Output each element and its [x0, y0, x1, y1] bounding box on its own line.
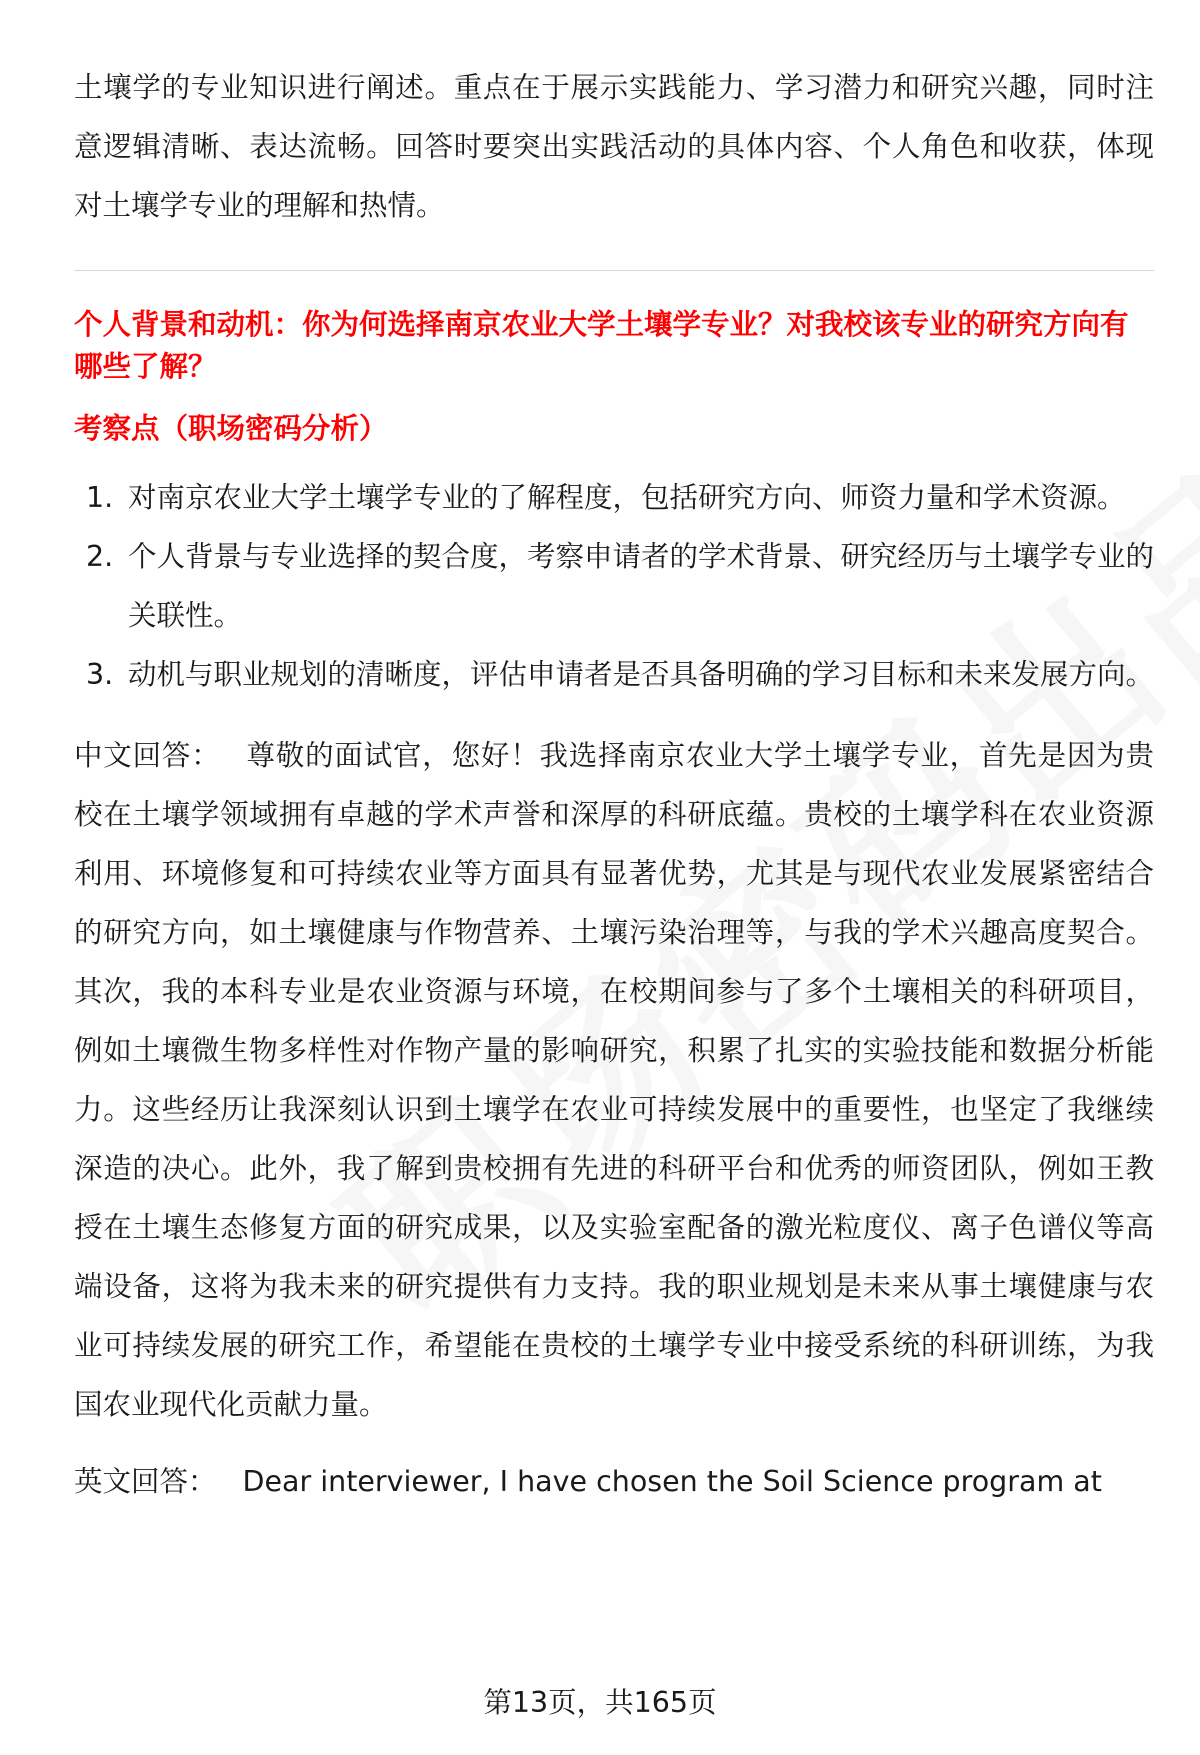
list-item-text: 对南京农业大学土壤学专业的了解程度，包括研究方向、师资力量和学术资源。 [128, 481, 1126, 514]
list-item-text: 动机与职业规划的清晰度，评估申请者是否具备明确的学习目标和未来发展方向。 [128, 658, 1155, 691]
section-divider [74, 270, 1154, 271]
focus-title: 考察点（职场密码分析） [74, 412, 388, 445]
page-number: 第13页，共165页 [483, 1686, 717, 1719]
english-answer [74, 1462, 1154, 1502]
english-answer-label: 英文回答： [74, 1465, 217, 1498]
list-item-text: 个人背景与专业选择的契合度，考察申请者的学术背景、研究经历与土壤学专业的关联性。 [128, 540, 1155, 632]
page-content [74, 58, 1154, 1531]
english-answer-text: Dear interviewer, I have chosen the Soil Science program at [242, 1465, 1102, 1498]
chinese-answer-text: 尊敬的面试官，您好！我选择南京农业大学土壤学专业，首先是因为贵校在土壤学领域拥有卓越的学术声誉和深厚的科研底蕴。贵校的土壤学科在农业资源利用、环境修复和可持续农业等方面具有显著优势，尤其是与现代农业发展紧密结合的研究方向，如土壤健康与作物营养、土壤污染治理等，与我的学术兴趣高度契合。其次，我的本科专业是农业资源与环境，在校期间参与了多个土壤相关的科研项目，例如土壤微生物多样性对作物产量的影响研究，积累了扎实的实验技能和数据分析能力。这些经历让我深刻认识到土壤学在农业可持续发展中的重要性，也坚定了我继续深造的决心。此外，我了解到贵校拥有先进的科研平台和优秀的师资团队，例如王教授在土壤生态修复方面的研究成果，以及实验室配备的激光粒度仪、离子色谱仪等高端设备，这将为我未来的研究提供有力支持。我的职业规划是未来从事土壤健康与农业可持续发展的研究工作，希望能在贵校的土壤学专业中接受系统的科研训练，为我国农业现代化贡献力量。 [74, 739, 1154, 1421]
focus-list [74, 468, 1154, 704]
intro-paragraph: 土壤学的专业知识进行阐述。重点在于展示实践能力、学习潜力和研究兴趣，同时注意逻辑清晰、表达流畅。回答时要突出实践活动的具体内容、个人角色和收获，体现对土壤学专业的理解和热情。 [74, 71, 1154, 222]
list-item-number: 2. [86, 540, 114, 573]
list-item [74, 527, 1154, 645]
list-item-number: 1. [86, 481, 114, 514]
list-item [74, 468, 1154, 527]
list-item-number: 3. [86, 658, 114, 691]
question-heading: 个人背景和动机：你为何选择南京农业大学土壤学专业？对我校该专业的研究方向有哪些了解？ [74, 308, 1129, 383]
list-item [74, 645, 1154, 704]
chinese-answer [74, 726, 1154, 1434]
chinese-answer-label: 中文回答： [74, 739, 221, 772]
